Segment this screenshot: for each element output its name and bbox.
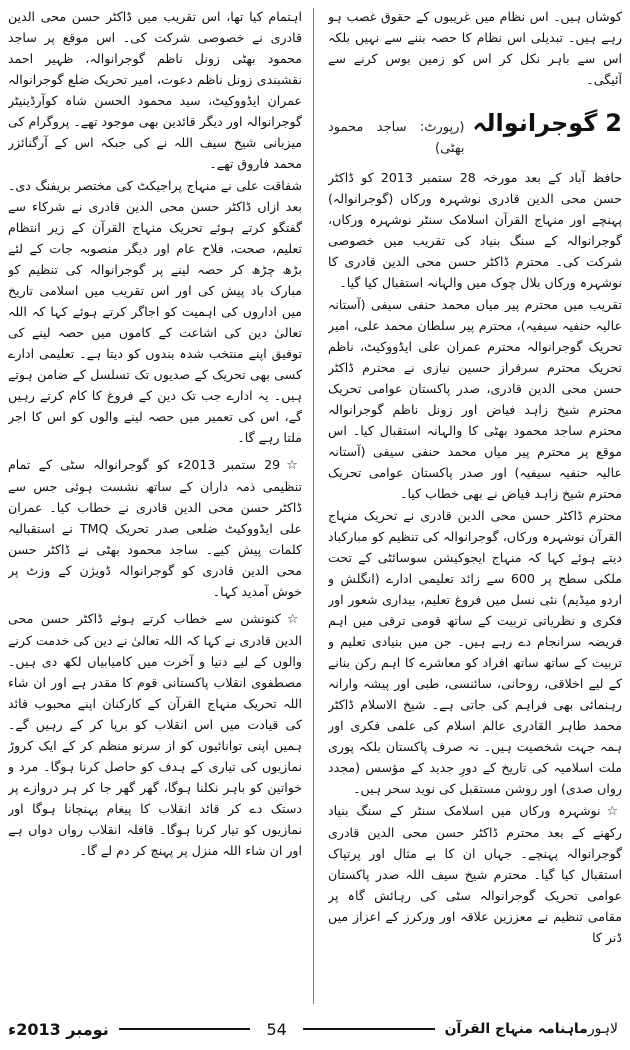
footer-rule [119,1028,251,1030]
section-heading [328,108,622,159]
star-paragraph [8,608,302,861]
report-paragraph: تقریب میں محترم پیر میاں محمد حنفی سیفی (آستانہ عالیہ حنفیہ سیفیہ)، محترم پیر سلطان محمد علی، امیر تحریک گوجرانوالہ محترم عمران علی ایڈووکیٹ، ناظم تحریک محترم سرفراز حسین نیازی نے محترم ڈاکٹر حسن محی الدین قادری، صدر پاکستان عوامی تحریک محترم شیخ زاہد فیاض اور زونل ناظم گوجرانوالہ محترم ساجد محمود بھٹی کا والہانہ استقبال کیا۔ اس موقع پر محترم پیر میاں محمد حنفی سیفی (آستانہ عالیہ حنفیہ سیفیہ) اور صدر پاکستان عوامی تحریک محترم شیخ زاہد فیاض نے بھی خطاب کیا۔ [328,297,622,501]
report-paragraph: شفاقت علی نے منہاج پراجیکٹ کی مختصر بریفنگ دی۔ بعد ازاں ڈاکٹر حسن محی الدین قادری نے شرکاء سے گفتگو کرتے ہوئے تحریک منہاج القرآن کے زیر انتظام تعلیم، صحت، فلاح عام اور دیگر منصوبہ جات کے لئے بڑھ چڑھ کر حصہ لینے پر گوجرانوالہ کی تنظیم کو مبارک باد پیش کی اور اس تقریب میں اسلامی تاریخ میں اداروں کی اہمیت کو اجاگر کرتے ہوئے کہا کہ اللہ تعالیٰ دین کی اشاعت کے کاموں میں حصہ لینے کی توفیق اپنے منتخب شدہ بندوں کو دیتا ہے۔ تعلیمی ادارے کسی بھی تحریک کے صدیوں تک تسلسل کے ضامن ہوتے ہیں۔ یہ ادارے جب تک دین کے فروغ کا کام کرتے رہیں گے، اس کی تعمیر میں حصہ لینے والوں کو اس کا اجر ملتا رہے گا۔ [8,178,302,445]
section-title: گوجرانوالہ [472,109,598,137]
footer-rule [303,1028,435,1030]
intro-paragraph: کوشاں ہیں۔ اس نظام میں غریبوں کے حقوق غصب ہو رہے ہیں۔ تبدیلی اس نظام کا حصہ بننے سے نہیں بلکہ اس سے باہر نکل کر اس کو زمین بوس کرنے سے آئیگی۔ [328,9,622,87]
star-paragraph [328,800,622,948]
column-divider [313,8,314,1004]
reporter-credit: (رپورٹ: ساجد محمود بھٹی) [328,120,465,156]
section-number: 2 [605,109,622,137]
publication-title: ماہنامہ منہاج القرآن [444,1021,588,1037]
star-icon: ☆ [606,804,622,819]
star-paragraph [8,454,302,602]
star-paragraph-text: نوشہرہ ورکاں میں اسلامک سنٹر کے سنگ بنیاد رکھنے کے بعد محترم ڈاکٹر حسن محی الدین قادری گوجرانوالہ پہنچے۔ جہاں ان کا بے مثال اور پرتپاک استقبال کیا گیا۔ محترم شیخ سیف اللہ صدر پاکستان عوامی تحریک گوجرانوالہ سٹی کی رہائش گاہ پر مقامی تنظیم نے معززین علاقہ اور ورکرز کے اعزاز میں ڈنر کا [328,803,622,945]
publication-city: لاہور [587,1021,619,1037]
star-paragraph-text: کنونشن سے خطاب کرتے ہوئے ڈاکٹر حسن محی الدین قادری نے کہا کہ اللہ تعالیٰ نے دین کی خدمت کرنے والوں کے لیے دنیا و آخرت میں کامیابیاں لکھ دی ہیں۔ مصطفوی انقلاب پاکستانی قوم کا مقدر ہے اور ان شاء اللہ تحریک منہاج القرآن کے کارکنان اپنے محبوب قائد کی قیادت میں اس انقلاب کو برپا کر کے رہیں گے۔ ہمیں اپنی توانائیوں کو از سرنو منظم کر کے ایک کروڑ نمازیوں کی تیاری کے ہدف کو حاصل کرنا ہوگا۔ مرد و خواتین کو باہر نکلنا ہوگا، گھر گھر جا کر ہر دروازے پر دستک دے کر قائد انقلاب کا پیغام پہنچانا ہوگا اور نمازیوں کو تیار کرنا ہوگا۔ قافلہ انقلاب رواں دواں ہے اور ان شاء اللہ منزل پر پہنچ کر دم لے گا۔ [8,611,302,858]
report-paragraph: اہتمام کیا تھا، اس تقریب میں ڈاکٹر حسن محی الدین قادری نے خصوصی شرکت کی۔ اس موقع پر ساجد محمود بھٹی زونل ناظم گوجرانوالہ، ظہیر احمد نقشبندی زونل ناظم دعوت، امیر تحریک ضلع گوجرانوالہ عمران ایڈووکیٹ، سید محمود الحسن شاہ کوآرڈینیٹر گوجرانوالہ اور دیگر قائدین بھی موجود تھے۔ پروگرام کی میزبانی شیخ سیف اللہ نے کی جبکہ اس کے آرگنائزر محمد فاروق تھے۔ [8,9,302,171]
report-paragraph: حافظ آباد کے بعد مورخہ 28 ستمبر 2013 کو ڈاکٹر حسن محی الدین قادری نوشہرہ ورکاں (گوجرانوالہ) پہنچے اور منہاج القرآن اسلامک سنٹر نوشہرہ ورکاں، گوجرانوالہ کے سنگ بنیاد کی تقریب میں خصوصی شرکت کی۔ محترم ڈاکٹر حسن محی الدین قادری کا نوشہرہ ورکاں بلال چوک میں والہانہ استقبال کیا گیا۔ [328,170,622,290]
star-paragraph-text: 29 ستمبر 2013ء کو گوجرانوالہ سٹی کے تمام تنظیمی ذمہ داران کے ساتھ نشست ہوئی جس سے ڈاکٹر حسن محی الدین قادری نے خطاب کیا۔ عمران علی ایڈووکیٹ ضلعی صدر تحریک TMQ نے استقبالیہ کلمات پیش کیے۔ ساجد محمود بھٹی نے ڈاکٹر حسن محی الدین قادری کو گوجرانوالہ ڈویژن کے وزٹ پر خوش آمدید کہا۔ [8,457,302,599]
magazine-page [8,6,622,1006]
star-icon: ☆ [286,458,302,473]
page-footer [8,1017,622,1041]
report-paragraph: محترم ڈاکٹر حسن محی الدین قادری نے تحریک منہاج القرآن نوشہرہ ورکاں، گوجرانوالہ کی تنظیم کو مبارکباد دیتے ہوئے کہا کہ منہاج ایجوکیشن سوسائٹی کے تحت ملکی سطح پر 600 سے زائد تعلیمی ادارے (انگلش و اردو میڈیم) نئی نسل میں فروغ تعلیم، بیداری شعور اور فکری و نظریاتی تربیت کے ساتھ قومی ترقی میں اہم فریضہ سرانجام دے رہے ہیں۔ جن میں بنیادی تعلیم و تربیت کے ساتھ ساتھ افراد کو معاشرے کا اہم رکن بنانے کے لیے اخلاقی، روحانی، سائنسی، طبی اور پیشہ وارانہ رہنمائی بھی فراہم کی جاتی ہے۔ شیخ الاسلام ڈاکٹر محمد طاہر القادری عالم اسلام کی علمی فکری اور ہمہ جہت شخصیت ہیں۔ نہ صرف پاکستان بلکہ پوری ملت اسلامیہ کی تاریخ کے دورِ جدید کے مؤسس (مجدد رواں صدی) اور روشن مستقبل کی نوید سحر ہیں۔ [328,508,622,796]
left-column [8,6,302,1006]
right-column [328,6,622,1006]
star-icon: ☆ [286,612,302,627]
issue-date: نومبر 2013ء [8,1019,109,1039]
page-number: 54 [266,1019,287,1039]
